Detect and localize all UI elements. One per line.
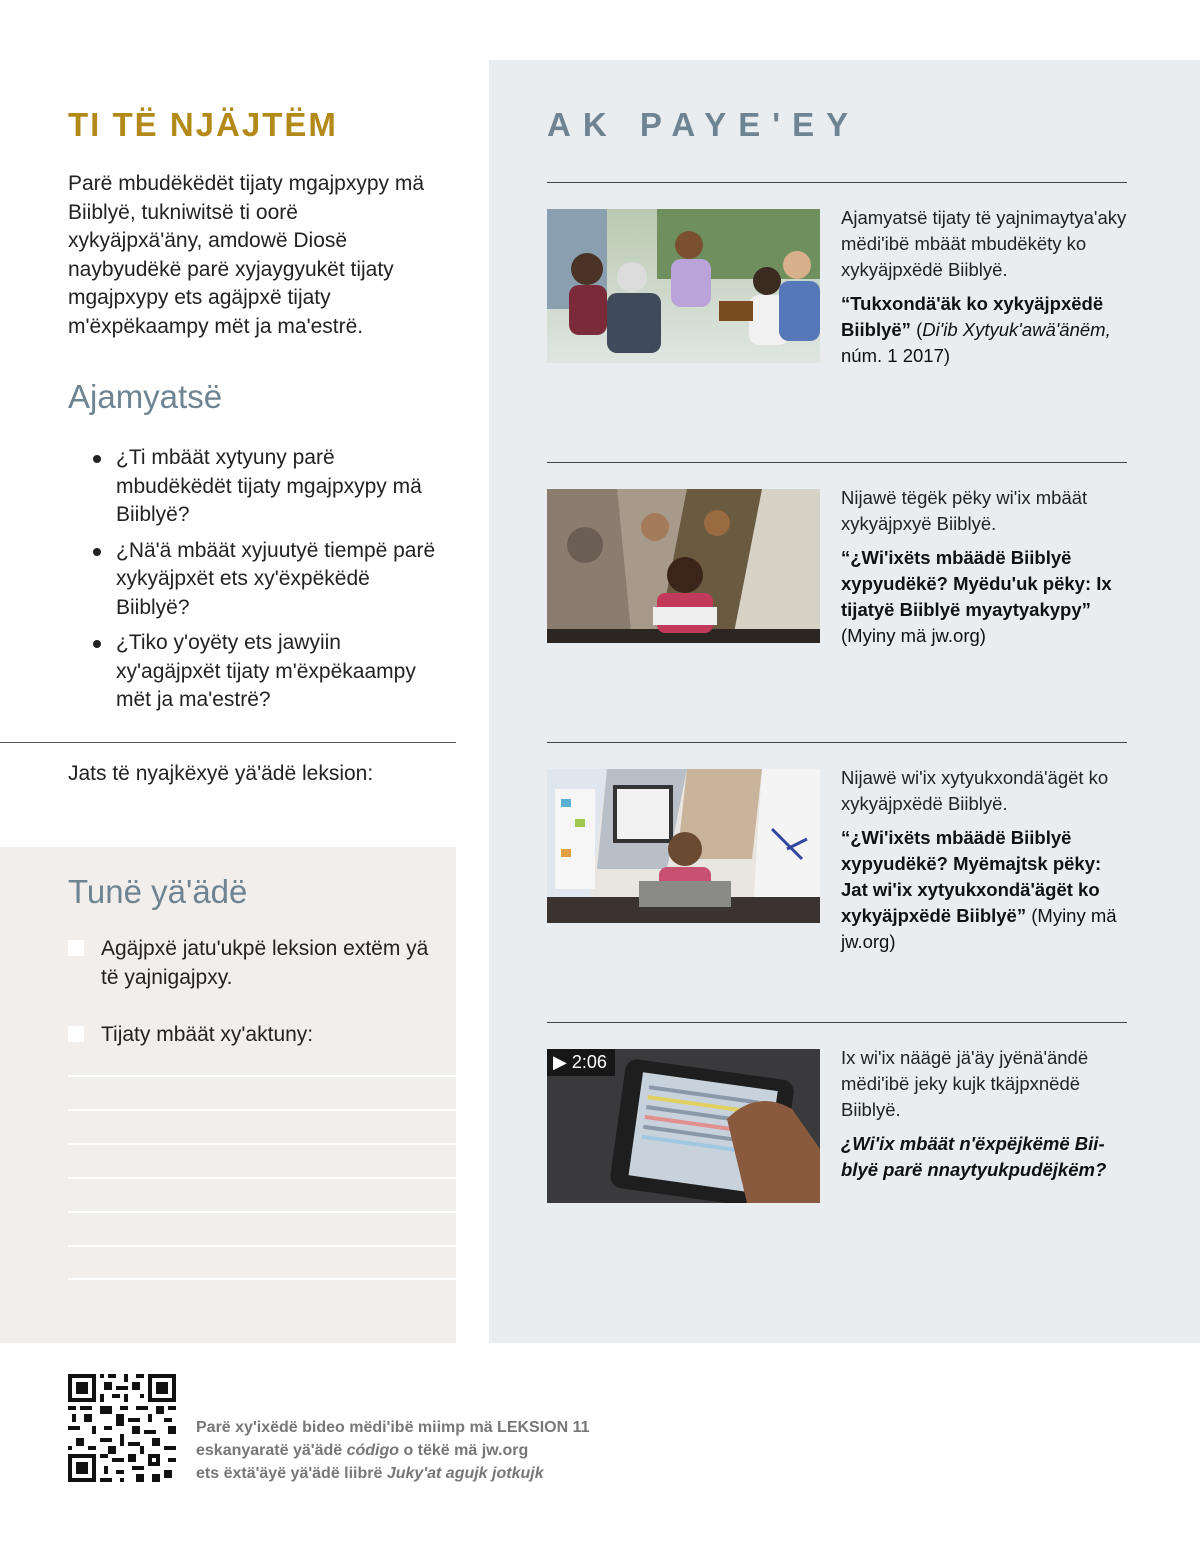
write-in-line[interactable]	[68, 1177, 456, 1179]
reference-source: (Myiny mä jw.org)	[841, 905, 1117, 952]
reference-number: núm. 1 2017)	[841, 345, 951, 366]
goal-item[interactable]	[68, 935, 438, 992]
goal-item[interactable]	[68, 1021, 438, 1050]
article-thumbnail[interactable]	[547, 769, 820, 923]
review-questions	[92, 444, 447, 722]
write-in-line[interactable]	[68, 1075, 456, 1077]
divider	[547, 742, 1127, 743]
video-thumbnail[interactable]	[547, 1049, 820, 1203]
video-title-link[interactable]: ¿Wi'ix mbäät n'ëxpëjkëmë Biiblyë parë nnaytyukpudëjkëm?	[841, 1133, 1107, 1180]
video-duration: ▶ 2:06	[547, 1049, 615, 1076]
summary-title: TI TË NJÄJTËM	[68, 106, 338, 143]
reference-source: Di'ib Xytyuk'awä'änëm,	[922, 319, 1111, 340]
goal-checkbox[interactable]	[68, 940, 84, 956]
write-in-line[interactable]	[68, 1109, 456, 1111]
explore-title: AK PAYE'EY	[547, 106, 861, 143]
reference-title[interactable]: “¿Wi'ixëts mbäädë Biiblyë xypyudëkë? Myëdu'uk pëky: Ix tijatyë Biiblyë myaytyakypy”	[841, 547, 1112, 620]
goals-box	[0, 847, 456, 1343]
write-in-line[interactable]	[68, 1245, 456, 1247]
review-question: ¿Ti mbäät xytyuny parë mbudëkëdët tijaty mgajpxypy mä Biiblyë?	[92, 444, 447, 530]
item-reference[interactable]	[841, 545, 1131, 649]
item-description: Nijawë tëgëk pëky wi'ix mbäät xykyäjpxyë Biiblyë.	[841, 487, 1088, 534]
item-description: Nijawë wi'ix xytyukxondä'ägët ko xykyäjpxëdë Biiblyë.	[841, 767, 1109, 814]
goal-checkbox[interactable]	[68, 1026, 84, 1042]
review-question: ¿Nä'ä mbäät xyjuutyë tiempë parë xykyäjpxët ets xy'ëxpëkëdë Biiblyë?	[92, 537, 447, 623]
footer-text: Parë xy'ixëdë bideo mëdi'ibë miimp mä LEKSION 11 eskanyaratë yä'ädë código o tëkë mä jw.org ets ëxtä'äyë yä'ädë liibrë Juky'at agujk jotkujk	[196, 1419, 590, 1482]
qr-code[interactable]	[68, 1374, 176, 1482]
review-question: ¿Tiko y'oyëty ets jawyiin xy'agäjpxët tijaty m'ëxpëkaampy mët ja ma'estrë?	[92, 629, 447, 715]
item-reference[interactable]: “Tukxondä'äk ko xykyäjpxëdë Biiblyë” (Di'ib Xytyuk'awä'änëm, núm. 1 2017)	[841, 293, 1111, 366]
item-description: Ajamyatsë tijaty të yajnimaytya'aky mëdi'ibë mbäät mbudëkëty ko xykyäjpxëdë Biiblyë.	[841, 207, 1127, 280]
divider	[547, 182, 1127, 183]
goals-title: Tunë yä'ädë	[68, 873, 248, 910]
write-in-line[interactable]	[68, 1211, 456, 1213]
goal-text: Agäjpxë jatu'ukpë leksion extëm yä të yajnigajpxy.	[101, 937, 429, 989]
reference-title[interactable]: “¿Wi'ixëts mbäädë Biiblyë xypyudëkë? Myëmajtsk pëky: Jat wi'ix xytyukxondä'ägët ko xykyäjpxëdë Biiblyë”	[841, 827, 1102, 926]
divider	[547, 1022, 1127, 1023]
article-thumbnail[interactable]	[547, 209, 820, 363]
divider	[0, 742, 456, 743]
divider	[547, 462, 1127, 463]
write-in-line[interactable]	[68, 1143, 456, 1145]
review-title: Ajamyatsë	[68, 378, 223, 415]
goal-text: Tijaty mbäät xy'aktuny:	[101, 1023, 314, 1046]
summary-text: Parë mbudëkëdët tijaty mgajpxypy mä Biiblyë, tukniwitsë ti oorë xykyäjpxä'äny, amdowë Diosë naybyudëkë parë xyjaygyukët tijaty mgajpxypy ets agäjpxë tijaty m'ëxpëkaampy mët ja ma'estrë.	[68, 172, 425, 338]
article-thumbnail[interactable]	[547, 489, 820, 643]
impression-label: Jats të nyajkëxyë yä'ädë leksion:	[68, 762, 374, 785]
write-in-line[interactable]	[68, 1278, 456, 1280]
reference-source: (Myiny mä jw.org)	[841, 625, 986, 646]
reference-title[interactable]: “Tukxondä'äk ko xykyäjpxëdë Biiblyë”	[841, 293, 1104, 340]
item-reference[interactable]	[841, 825, 1131, 955]
item-description: Ix wi'ix näägë jä'äy jyënä'ändë mëdi'ibë jeky kujk tkäjpxnëdë Biiblyë.	[841, 1047, 1089, 1120]
